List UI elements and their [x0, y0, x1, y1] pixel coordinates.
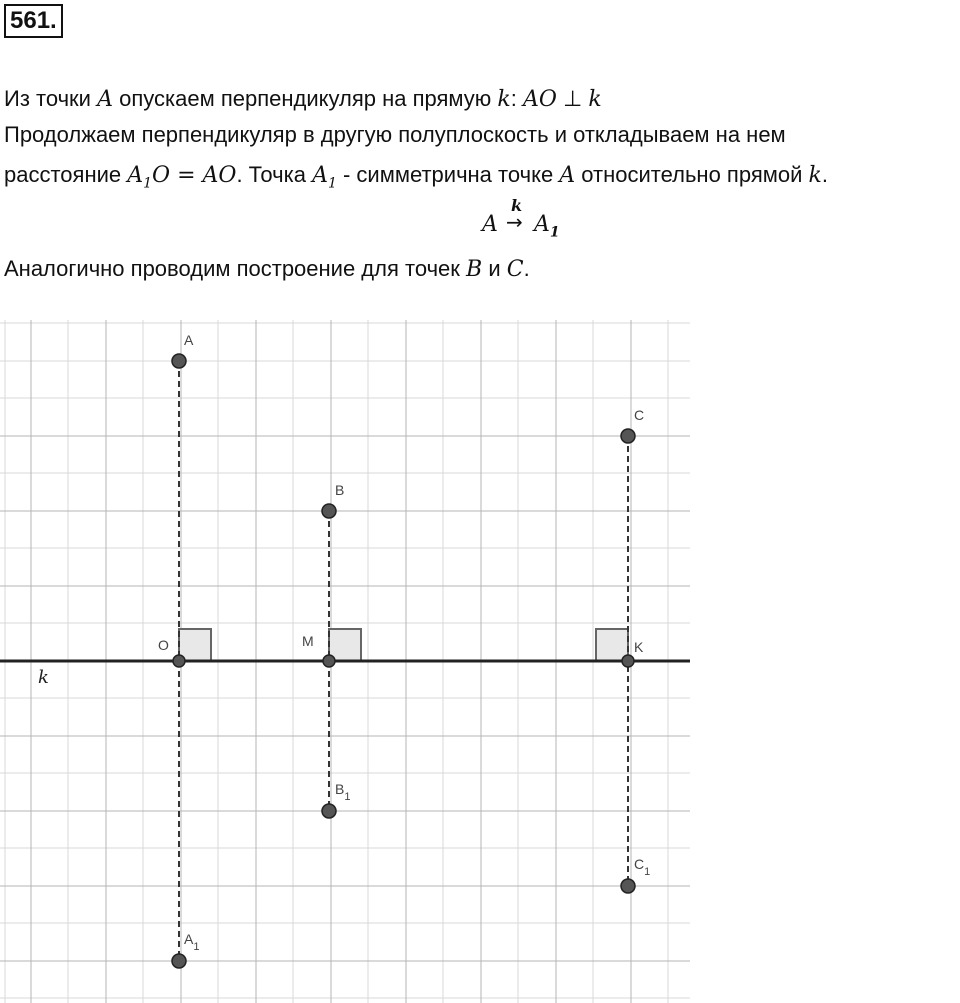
point-A1: [172, 954, 186, 968]
paragraph-line-2: Продолжаем перпендикуляр в другую полуплоскость и откладываем на нем: [4, 122, 786, 147]
label-K: K: [634, 639, 644, 655]
point-A: [172, 354, 186, 368]
point-B1: [322, 804, 336, 818]
point-B: [322, 504, 336, 518]
right-angle-markers: [179, 629, 628, 661]
point-K: [622, 655, 634, 667]
paragraph-line-5: Аналогично проводим построение для точек B и C.: [4, 256, 530, 282]
paragraph-line-3: расстояние $A_1O$ = AO. Точка $A_1$ - симметрична точке A относительно прямой k.: [4, 162, 828, 192]
label-k: k: [38, 667, 49, 688]
label-M: M: [302, 633, 314, 649]
right-angle-K: [596, 629, 628, 661]
label-A1: $A_1$: [184, 931, 200, 953]
label-B: B: [335, 482, 345, 498]
right-angle-M: [329, 629, 361, 661]
symmetry-diagram: [0, 320, 700, 1003]
point-C1: [621, 879, 635, 893]
right-angle-O: [179, 629, 211, 661]
label-C1: $C_1$: [634, 856, 651, 878]
label-A: A: [184, 332, 194, 348]
label-O: O: [158, 637, 169, 653]
label-B1: $B_1$: [335, 781, 351, 803]
point-O: [173, 655, 185, 667]
problem-number: 561.: [4, 4, 63, 38]
symmetry-formula: A k → $A_1$: [482, 196, 560, 241]
point-M: [323, 655, 335, 667]
paragraph-line-1: Из точки A опускаем перпендикуляр на прямую k: AO ⊥ k: [4, 86, 602, 112]
point-C: [621, 429, 635, 443]
label-C: C: [634, 407, 645, 423]
